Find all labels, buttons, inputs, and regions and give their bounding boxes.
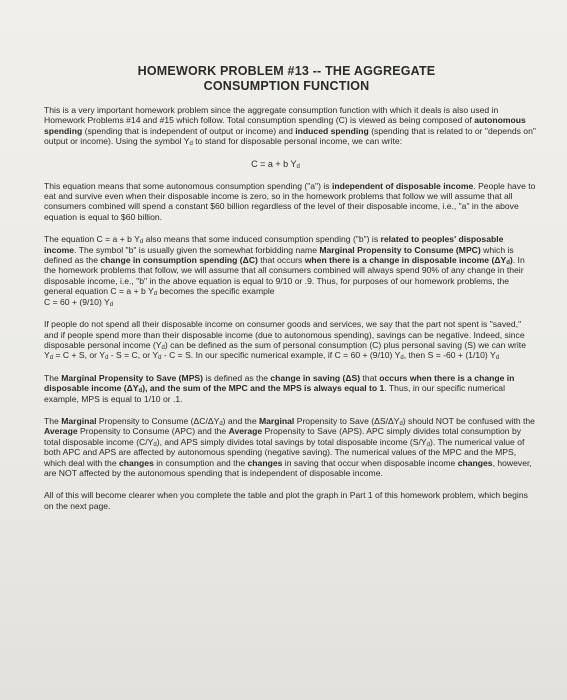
title-line-2: CONSUMPTION FUNCTION [203,79,370,93]
paragraph-closing: All of this will become clearer when you complete the table and plot the graph in Part 1 of this homework problem, which begins on the next page. [44,490,528,511]
consumption-formula: C = a + b $Y_d$ [251,158,300,170]
page-title [44,64,537,94]
paragraph-saving: If people do not spend all their disposable income on consumer goods and services, we say that the part not spent is "saved," and if people spend more than their disposable income (due to autonomous spending), savings can be negative. Indeed, since disposable personal income $(Y_d)$ can be defined as the sum of personal consumption (C) plus personal saving (S) we can write $Y_d = C + S$, or $Y_d - S = C$, or $Y_d - C = S$. In our specific numerical example, if C = 60 + (9/10) $Y_d$, then S = -60 + (1/10) $Y_d$ [44,319,526,362]
paragraph-mpc: The equation C = a + b $Y_d$ also means that some induced consumption spending ("b") is related to peoples' disposable income. The symbol "b" is usually given the somewhat forbidding name Marginal Propensity to Consume (MPC) which is defined as the change in consumption spending (ΔC) that occurs when there is a change in disposable income $(\Delta Y_d)$. In the homework problems that follow, we will assume that all consumers combined will always spend 90% of any change in their disposable income, i.e., "b" in the above equation is equal to 9/10 or .9. Thus, for purposes of our homework problems, the general equation C = a + b $Y_d$ becomes the specific example C = 60 + (9/10) $Y_d$ [44,234,525,308]
title-line-1: HOMEWORK PROBLEM #13 -- THE AGGREGATE [137,64,436,78]
paragraph-autonomous: This equation means that some autonomous consumption spending ("a") is independent of disposable income. People have to eat and survive even when their disposable income is zero, so in the homework problems that follow we will assume that all consumers combined will spend a constant $60 billion regardless of the level of their disposable income, i.e., "a" in the above equation is equal to $60 billion. [44,180,536,222]
paragraph-intro: This is a very important homework problem since the aggregate consumption function with which it deals is also used in Homework Problems #14 and #15 which follow. Total consumption spending (C) is viewed as being composed of autonomous spending (spending that is independent of output or income) and induced spending (spending that is related to or "depends on" output or income). Using the symbol $Y_d$ to stand for disposable personal income, we can write: [44,105,536,148]
paragraph-mps: The Marginal Propensity to Save (MPS) is defined as the change in saving (ΔS) that occurs when there is a change in disposable income $(\Delta Y_d)$, and the sum of the MPC and the MPS is always equal to 1. Thus, in our specific numerical example, MPS is equal to 1/10 or .1. [44,372,515,404]
term-induced-spending: induced spending [295,125,369,136]
term-autonomous-spending: autonomous spending [44,115,526,136]
specific-example-formula: C = 60 + (9/10) Y [44,296,110,307]
paragraph-average-propensity: The Marginal Propensity to Consume $(\Delta C/\Delta Y_d)$ and the Marginal Propensity to Save $(\Delta S/\Delta Y_d)$ should NOT be confused with the Average Propensity to Consume (APC) and the Average Propensity to Save (APS). APC simply divides total consumption by total disposable income $(C/Y_d)$, and APS simply divides total savings by total disposable income $(S/Y_d)$. The numerical value of both APC and APS are affected by autonomous spending (negative saving). The numerical values of the MPC and the MPS, which deal with the changes in consumption and the changes in saving that occur when disposable income changes, however, are NOT affected by the autonomous spending that is independent of disposable income. [44,415,535,478]
